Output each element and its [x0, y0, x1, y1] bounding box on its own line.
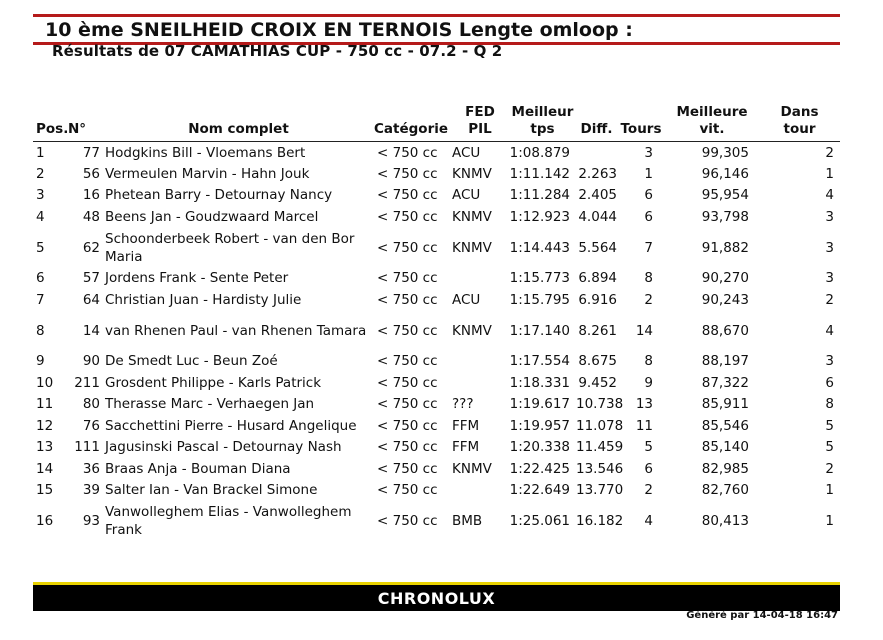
- col-header-best-line1: Meilleur: [511, 104, 574, 120]
- cell-category: < 750 cc: [377, 439, 438, 456]
- cell-fed: [451, 480, 509, 502]
- cell-fed: ACU: [452, 144, 481, 161]
- cell-diff: 2.263: [578, 165, 617, 182]
- cell-fed: ???: [452, 396, 474, 413]
- cell-number: 93: [82, 513, 100, 529]
- cell-diff: 8.261: [578, 322, 617, 339]
- cell-name: Christian Juan - Hardisty Julie: [105, 291, 302, 308]
- cell-number: 16: [82, 187, 100, 204]
- col-header-inlap-line1: Dans: [780, 104, 819, 120]
- cell-number: 48: [82, 208, 100, 225]
- cell-category: < 750 cc: [377, 291, 438, 308]
- col-header-fed: [451, 104, 509, 142]
- cell-pos: 11: [36, 396, 54, 413]
- col-header-best: [509, 104, 576, 142]
- cell-name: Jordens Frank - Sente Peter: [105, 270, 289, 287]
- cell-diff: 6.916: [578, 291, 617, 308]
- footer-bar: [33, 582, 840, 611]
- cell-fed: [451, 351, 509, 373]
- cell-category: < 750 cc: [377, 353, 438, 370]
- cell-laps: 6: [644, 208, 653, 225]
- cell-number: 62: [82, 239, 100, 256]
- cell-number: 76: [82, 417, 100, 434]
- footer-brand: CHRONOLUX: [377, 588, 496, 608]
- cell-number: 56: [82, 165, 100, 182]
- cell-in-lap: 5: [825, 439, 834, 456]
- cell-pos: 10: [36, 374, 54, 391]
- cell-name: Schoonderbeek Robert - van den Bor Maria: [105, 230, 355, 265]
- col-header-diff: Diff.: [580, 121, 613, 137]
- cell-name: Jagusinski Pascal - Detournay Nash: [105, 439, 342, 456]
- cell-speed: 85,140: [701, 439, 749, 456]
- cell-name: Phetean Barry - Detournay Nancy: [105, 187, 333, 204]
- cell-laps: 1: [644, 165, 653, 182]
- cell-speed: 96,146: [701, 165, 749, 182]
- cell-best-time: 1:11.284: [509, 187, 570, 204]
- col-header-pos: Pos.: [36, 121, 69, 137]
- cell-laps: 13: [635, 396, 653, 413]
- cell-in-lap: 3: [825, 353, 834, 370]
- cell-name: van Rhenen Paul - van Rhenen Tamara: [105, 322, 367, 339]
- cell-name: Braas Anja - Bouman Diana: [105, 460, 291, 477]
- cell-fed: KNMV: [452, 239, 492, 256]
- cell-fed: [451, 372, 509, 394]
- cell-diff: 11.459: [576, 439, 624, 456]
- cell-laps: 2: [644, 291, 653, 308]
- cell-speed: 85,546: [701, 417, 749, 434]
- cell-best-time: 1:15.795: [509, 291, 570, 308]
- cell-fed: KNMV: [452, 460, 492, 477]
- cell-in-lap: 1: [825, 165, 834, 182]
- cell-laps: 11: [635, 417, 653, 434]
- table-row: [33, 351, 840, 373]
- cell-name: Vermeulen Marvin - Hahn Jouk: [105, 165, 310, 182]
- cell-in-lap: 3: [825, 270, 834, 287]
- cell-best-time: 1:14.443: [509, 239, 570, 256]
- col-header-speed-line2: vit.: [699, 121, 725, 137]
- cell-category: < 750 cc: [377, 165, 438, 182]
- col-header-best-line2: tps: [530, 121, 555, 137]
- cell-name: Beens Jan - Goudzwaard Marcel: [105, 208, 319, 225]
- cell-number: 90: [82, 353, 100, 370]
- cell-laps: 5: [644, 439, 653, 456]
- cell-in-lap: 1: [825, 482, 834, 499]
- cell-laps: 2: [644, 482, 653, 499]
- cell-category: < 750 cc: [377, 482, 438, 499]
- cell-best-time: 1:15.773: [509, 270, 570, 287]
- cell-pos: 12: [36, 417, 54, 434]
- table-row: [33, 394, 840, 416]
- cell-laps: 6: [644, 187, 653, 204]
- page-subtitle: Résultats de 07 CAMATHIAS CUP - 750 cc - 07.2 - Q 2: [52, 42, 503, 60]
- cell-fed: ACU: [452, 187, 481, 204]
- cell-diff: 16.182: [576, 513, 624, 529]
- cell-category: < 750 cc: [377, 270, 438, 287]
- cell-speed: 93,798: [701, 208, 749, 225]
- cell-name: Therasse Marc - Verhaegen Jan: [105, 396, 315, 413]
- cell-in-lap: 1: [825, 513, 834, 529]
- cell-best-time: 1:17.140: [509, 322, 570, 339]
- cell-name: Grosdent Philippe - Karls Patrick: [105, 374, 322, 391]
- cell-pos: 7: [36, 291, 45, 308]
- cell-number: 111: [74, 439, 100, 456]
- cell-in-lap: 4: [825, 322, 834, 339]
- cell-number: 14: [82, 322, 100, 339]
- col-header-speed: [665, 104, 759, 142]
- col-header-speed-line1: Meilleure: [676, 104, 748, 120]
- cell-diff: 6.894: [578, 270, 617, 287]
- cell-category: < 750 cc: [377, 144, 438, 161]
- cell-laps: 8: [644, 270, 653, 287]
- cell-fed: BMB: [452, 513, 483, 529]
- table-row: [33, 501, 840, 541]
- table-row: [33, 142, 840, 164]
- cell-diff: 2.405: [578, 187, 617, 204]
- cell-pos: 9: [36, 353, 45, 370]
- cell-number: 64: [82, 291, 100, 308]
- cell-in-lap: 6: [825, 374, 834, 391]
- cell-name: Sacchettini Pierre - Husard Angelique: [105, 417, 357, 434]
- cell-in-lap: 5: [825, 417, 834, 434]
- cell-number: 36: [82, 460, 100, 477]
- table-row: [33, 268, 840, 290]
- cell-diff: 4.044: [578, 208, 617, 225]
- cell-speed: 80,413: [701, 513, 749, 529]
- cell-speed: 99,305: [701, 144, 749, 161]
- cell-in-lap: 2: [825, 291, 834, 308]
- cell-number: 57: [82, 270, 100, 287]
- cell-category: < 750 cc: [377, 396, 438, 413]
- cell-speed: 91,882: [701, 239, 749, 256]
- cell-category: < 750 cc: [377, 417, 438, 434]
- cell-diff: [576, 142, 617, 164]
- cell-laps: 3: [644, 144, 653, 161]
- table-row: [33, 458, 840, 480]
- table-row: [33, 415, 840, 437]
- cell-number: 39: [82, 482, 100, 499]
- cell-pos: 3: [36, 187, 45, 204]
- cell-category: < 750 cc: [377, 513, 438, 529]
- cell-diff: 5.564: [578, 239, 617, 256]
- cell-best-time: 1:18.331: [509, 374, 570, 391]
- cell-laps: 9: [644, 374, 653, 391]
- cell-pos: 15: [36, 482, 54, 499]
- cell-speed: 88,670: [701, 322, 749, 339]
- table-row: [33, 480, 840, 502]
- table-header-row: [33, 104, 840, 142]
- cell-best-time: 1:19.617: [509, 396, 570, 413]
- cell-fed: FFM: [452, 417, 480, 434]
- cell-speed: 90,243: [701, 291, 749, 308]
- col-header-fed-line1: FED: [465, 104, 495, 120]
- cell-laps: 14: [635, 322, 653, 339]
- cell-fed: KNMV: [452, 322, 492, 339]
- cell-laps: 8: [644, 353, 653, 370]
- cell-name: Vanwolleghem Elias - Vanwolleghem Frank: [105, 504, 352, 538]
- cell-pos: 14: [36, 460, 54, 477]
- cell-pos: 13: [36, 439, 54, 456]
- cell-category: < 750 cc: [377, 208, 438, 225]
- col-header-fed-line2: PIL: [468, 121, 492, 137]
- cell-speed: 82,985: [701, 460, 749, 477]
- table-row: [33, 372, 840, 394]
- cell-name: Hodgkins Bill - Vloemans Bert: [105, 144, 306, 161]
- cell-pos: 1: [36, 144, 45, 161]
- cell-speed: 87,322: [701, 374, 749, 391]
- cell-pos: 8: [36, 322, 45, 339]
- cell-best-time: 1:12.923: [509, 208, 570, 225]
- cell-pos: 6: [36, 270, 45, 287]
- cell-pos: 2: [36, 165, 45, 182]
- cell-speed: 82,760: [701, 482, 749, 499]
- table-row: [33, 311, 840, 351]
- cell-fed: KNMV: [452, 165, 492, 182]
- cell-in-lap: 8: [825, 396, 834, 413]
- cell-in-lap: 3: [825, 239, 834, 256]
- cell-best-time: 1:08.879: [509, 144, 570, 161]
- cell-best-time: 1:22.649: [509, 482, 570, 499]
- cell-fed: FFM: [452, 439, 480, 456]
- cell-in-lap: 4: [825, 187, 834, 204]
- page-title: 10 ème SNEILHEID CROIX EN TERNOIS Lengte omloop :: [45, 19, 633, 41]
- table-row: [33, 163, 840, 185]
- cell-in-lap: 3: [825, 208, 834, 225]
- table-row: [33, 185, 840, 207]
- cell-category: < 750 cc: [377, 374, 438, 391]
- cell-speed: 88,197: [701, 353, 749, 370]
- results-table: [33, 104, 840, 541]
- cell-best-time: 1:19.957: [509, 417, 570, 434]
- cell-laps: 7: [644, 239, 653, 256]
- cell-category: < 750 cc: [377, 187, 438, 204]
- cell-best-time: 1:25.061: [509, 513, 570, 529]
- generated-timestamp: Généré par 14-04-18 16:47: [686, 610, 838, 621]
- cell-category: < 750 cc: [377, 239, 438, 256]
- cell-pos: 16: [36, 513, 54, 529]
- title-block: [33, 14, 840, 45]
- col-header-category: Catégorie: [374, 121, 449, 137]
- cell-diff: 9.452: [578, 374, 617, 391]
- cell-name: De Smedt Luc - Beun Zoé: [105, 353, 278, 370]
- cell-diff: 8.675: [578, 353, 617, 370]
- col-header-name: Nom complet: [188, 121, 289, 137]
- cell-number: 77: [82, 144, 100, 161]
- table-row: [33, 437, 840, 459]
- title-top-rule: [33, 14, 840, 17]
- cell-number: 211: [74, 374, 100, 391]
- col-header-inlap-line2: tour: [783, 121, 816, 137]
- cell-in-lap: 2: [825, 460, 834, 477]
- cell-speed: 85,911: [701, 396, 749, 413]
- cell-best-time: 1:20.338: [509, 439, 570, 456]
- cell-diff: 10.738: [576, 396, 624, 413]
- cell-best-time: 1:22.425: [509, 460, 570, 477]
- cell-category: < 750 cc: [377, 322, 438, 339]
- cell-in-lap: 2: [825, 144, 834, 161]
- cell-diff: 13.770: [576, 482, 624, 499]
- cell-fed: ACU: [452, 291, 481, 308]
- cell-best-time: 1:11.142: [509, 165, 570, 182]
- cell-diff: 11.078: [576, 417, 624, 434]
- col-header-no: N°: [68, 121, 87, 137]
- cell-pos: 5: [36, 239, 45, 256]
- cell-laps: 4: [644, 513, 653, 529]
- col-header-inlap: [759, 104, 840, 142]
- cell-category: < 750 cc: [377, 460, 438, 477]
- cell-best-time: 1:17.554: [509, 353, 570, 370]
- cell-number: 80: [82, 396, 100, 413]
- cell-laps: 6: [644, 460, 653, 477]
- cell-speed: 90,270: [701, 270, 749, 287]
- cell-speed: 95,954: [701, 187, 749, 204]
- col-header-laps: Tours: [620, 121, 662, 137]
- cell-name: Salter Ian - Van Brackel Simone: [105, 482, 318, 499]
- cell-diff: 13.546: [576, 460, 624, 477]
- cell-fed: [451, 268, 509, 290]
- table-row: [33, 228, 840, 268]
- table-row: [33, 206, 840, 228]
- cell-fed: KNMV: [452, 208, 492, 225]
- table-row: [33, 289, 840, 311]
- cell-pos: 4: [36, 208, 45, 225]
